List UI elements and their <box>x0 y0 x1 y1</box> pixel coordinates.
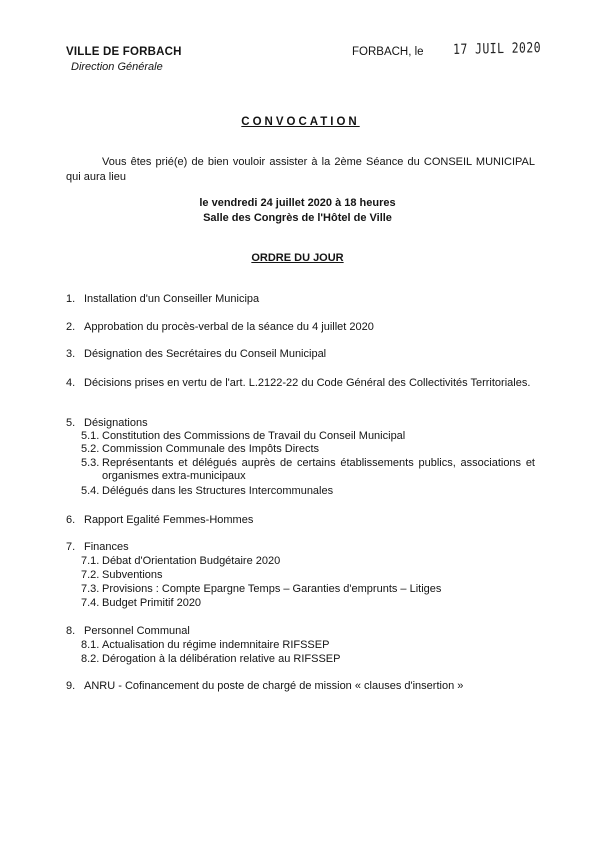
agenda-subitem-number: 8.2. <box>81 653 100 665</box>
document-title: CONVOCATION <box>241 116 360 128</box>
meeting-venue: Salle des Congrès de l'Hôtel de Ville <box>203 212 392 224</box>
agenda-subitem-number: 8.1. <box>81 639 100 651</box>
agenda-subitem-number: 5.4. <box>81 485 100 497</box>
agenda-item-number: 9. <box>66 680 76 692</box>
intro-paragraph: Vous êtes prié(e) de bien vouloir assister à la 2ème Séance du CONSEIL MUNICIPAL qui aura lieu <box>66 156 535 183</box>
agenda-item-text: Personnel Communal <box>84 625 190 637</box>
agenda-subitem-number: 5.3. <box>81 457 100 469</box>
agenda-subitem-text: Débat d'Orientation Budgétaire 2020 <box>102 555 281 567</box>
agenda-item-number: 5. <box>66 417 76 429</box>
agenda-item-text: Approbation du procès-verbal de la séance du 4 juillet 2020 <box>84 321 374 333</box>
agenda-subitem-text: Provisions : Compte Epargne Temps – Garanties d'emprunts – Litiges <box>102 583 442 595</box>
agenda-subitem-number: 5.2. <box>81 443 100 455</box>
agenda-subitem-text: Commission Communale des Impôts Directs <box>102 443 320 455</box>
department-name: Direction Générale <box>71 61 163 73</box>
agenda-item-number: 4. <box>66 377 76 389</box>
agenda-item-text: Désignations <box>84 417 148 429</box>
agenda-subitem-number: 7.1. <box>81 555 100 567</box>
agenda-item-number: 7. <box>66 541 76 553</box>
agenda-subitem-text: Subventions <box>102 569 163 581</box>
agenda-item-number: 6. <box>66 514 76 526</box>
agenda-subitem-number: 7.3. <box>81 583 100 595</box>
agenda-item-text: Rapport Egalité Femmes-Hommes <box>84 514 254 526</box>
agenda-item-text: Finances <box>84 541 129 553</box>
agenda-item-number: 3. <box>66 348 76 360</box>
place-date-label: FORBACH, le <box>352 46 424 58</box>
agenda-item-text: Désignation des Secrétaires du Conseil Municipal <box>84 348 327 360</box>
agenda-subitem-number: 5.1. <box>81 430 100 442</box>
agenda-subitem-number: 7.4. <box>81 597 100 609</box>
agenda-title: ORDRE DU JOUR <box>251 252 344 264</box>
agenda-item-text: ANRU - Cofinancement du poste de chargé de mission « clauses d'insertion » <box>84 680 464 692</box>
agenda-item-number: 8. <box>66 625 76 637</box>
meeting-date: le vendredi 24 juillet 2020 à 18 heures <box>199 197 396 209</box>
town-name: VILLE DE FORBACH <box>66 46 182 58</box>
date-stamp: 17 JUIL 2020 <box>453 40 542 58</box>
agenda-subitem-text: Représentants et délégués auprès de certains établissements publics, associations et organismes extra-municipaux <box>102 457 535 482</box>
agenda-subitem-text: Constitution des Commissions de Travail du Conseil Municipal <box>102 430 406 442</box>
agenda-item-number: 1. <box>66 293 76 305</box>
agenda-subitem-text: Délégués dans les Structures Intercommunales <box>102 485 334 497</box>
agenda-subitem-text: Dérogation à la délibération relative au RIFSSEP <box>102 653 341 665</box>
agenda-item-number: 2. <box>66 321 76 333</box>
agenda-subitem-number: 7.2. <box>81 569 100 581</box>
agenda-subitem-text: Actualisation du régime indemnitaire RIFSSEP <box>102 639 330 651</box>
agenda-item-text: Décisions prises en vertu de l'art. L.2122-22 du Code Général des Collectivités Territoriales. <box>84 377 531 389</box>
agenda-subitem-text: Budget Primitif 2020 <box>102 597 202 609</box>
agenda-item-text: Installation d'un Conseiller Municipa <box>84 293 260 305</box>
